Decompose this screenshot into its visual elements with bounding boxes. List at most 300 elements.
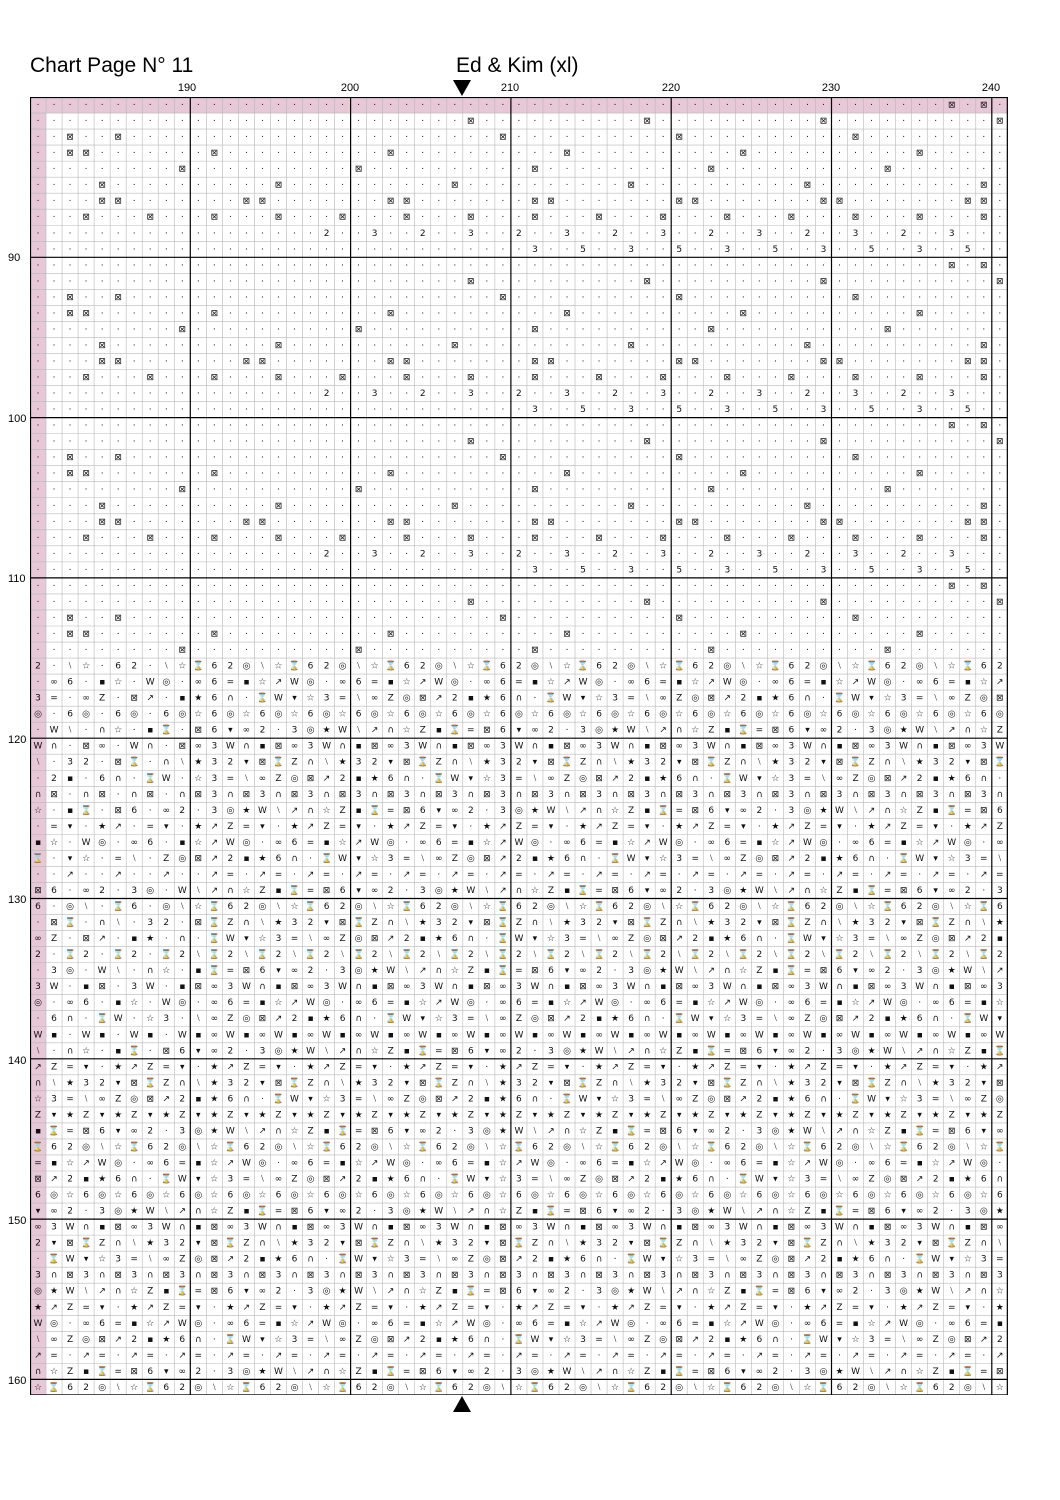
stitch-symbol: ·: [582, 213, 585, 223]
stitch-symbol: ∞: [691, 1030, 699, 1040]
stitch-symbol: ·: [758, 133, 761, 143]
stitch-symbol: ·: [662, 325, 665, 335]
stitch-symbol: ·: [261, 405, 264, 415]
stitch-symbol: ▾: [84, 1062, 89, 1072]
stitch-symbol: ·: [630, 293, 633, 303]
stitch-symbol: ·: [277, 517, 280, 527]
stitch-symbol: ☆: [210, 1175, 218, 1185]
stitch-symbol: ·: [998, 581, 1001, 591]
stitch-symbol: 2: [708, 549, 714, 559]
stitch-symbol: ·: [694, 245, 697, 255]
stitch-symbol: ·: [774, 421, 777, 431]
stitch-symbol: ·: [309, 501, 312, 511]
stitch-symbol: ▾: [773, 1303, 778, 1313]
stitch-symbol: ·: [69, 229, 72, 239]
stitch-symbol: ·: [790, 646, 793, 656]
stitch-symbol: ·: [501, 533, 504, 543]
stitch-symbol: ·: [854, 261, 857, 271]
stitch-symbol: =: [403, 1319, 411, 1329]
stitch-symbol: ·: [614, 165, 617, 175]
stitch-symbol: ·: [69, 742, 72, 752]
stitch-symbol: 3: [308, 790, 314, 800]
stitch-symbol: ·: [197, 630, 200, 640]
stitch-symbol: W: [739, 1223, 748, 1233]
stitch-symbol: ⧵: [662, 1287, 665, 1297]
stitch-symbol: ·: [918, 357, 921, 367]
stitch-symbol: 6: [644, 710, 650, 720]
stitch-symbol: ⊠: [788, 1287, 796, 1297]
stitch-symbol: ·: [197, 1062, 200, 1072]
stitch-symbol: ·: [405, 886, 408, 896]
stitch-symbol: ·: [229, 469, 232, 479]
stitch-symbol: ⊠: [964, 982, 972, 992]
stitch-symbol: ⊠: [499, 1271, 507, 1281]
stitch-symbol: ·: [165, 934, 168, 944]
stitch-symbol: 3: [35, 694, 41, 704]
stitch-symbol: ▪: [836, 1255, 842, 1265]
stitch-symbol: ◎: [483, 1191, 491, 1201]
stitch-symbol: ∩: [99, 918, 106, 928]
stitch-symbol: ↗: [708, 966, 716, 976]
stitch-symbol: ·: [117, 934, 120, 944]
stitch-symbol: ·: [774, 646, 777, 656]
stitch-symbol: ·: [550, 453, 553, 463]
stitch-symbol: ☆: [114, 678, 122, 688]
stitch-symbol: ·: [405, 421, 408, 431]
stitch-symbol: W: [130, 742, 139, 752]
stitch-symbol: 6: [885, 710, 891, 720]
stitch-symbol: ★: [435, 934, 443, 944]
stitch-symbol: ·: [373, 245, 376, 255]
stitch-symbol: ↗: [948, 726, 956, 736]
stitch-symbol: ↗: [659, 726, 667, 736]
stitch-symbol: ⊠: [980, 581, 988, 591]
stitch-symbol: ·: [469, 357, 472, 367]
stitch-symbol: ⌛: [866, 1076, 877, 1088]
stitch-symbol: 3: [821, 405, 827, 415]
stitch-symbol: ↗: [980, 1335, 988, 1345]
stitch-symbol: ⊠: [211, 149, 219, 159]
stitch-symbol: ·: [117, 501, 120, 511]
stitch-symbol: ·: [325, 469, 328, 479]
stitch-symbol: ⊠: [179, 646, 187, 656]
stitch-symbol: ⌛: [786, 900, 797, 912]
stitch-symbol: ▾: [581, 1303, 586, 1313]
stitch-symbol: ▾: [581, 1110, 586, 1120]
stitch-symbol: ◎: [323, 710, 331, 720]
stitch-symbol: ▪: [99, 1223, 105, 1233]
stitch-symbol: ·: [69, 197, 72, 207]
stitch-symbol: Z: [147, 1062, 153, 1072]
stitch-symbol: ·: [550, 437, 553, 447]
stitch-symbol: ·: [293, 133, 296, 143]
stitch-symbol: ·: [485, 453, 488, 463]
stitch-symbol: 3: [131, 1271, 137, 1281]
stitch-symbol: 3: [228, 1175, 234, 1185]
stitch-symbol: ▪: [949, 1175, 955, 1185]
stitch-symbol: ∞: [932, 998, 940, 1008]
stitch-symbol: 3: [628, 966, 634, 976]
stitch-symbol: ▪: [772, 1030, 778, 1040]
stitch-symbol: ☆: [771, 838, 779, 848]
stitch-symbol: ·: [165, 165, 168, 175]
stitch-symbol: ·: [710, 197, 713, 207]
stitch-symbol: ⊠: [146, 790, 154, 800]
stitch-symbol: ·: [870, 437, 873, 447]
stitch-symbol: ·: [950, 197, 953, 207]
stitch-symbol: ·: [485, 998, 488, 1008]
stitch-symbol: ⌛: [177, 1285, 188, 1297]
stitch-symbol: ·: [710, 501, 713, 511]
stitch-symbol: 3: [628, 1223, 634, 1233]
stitch-symbol: ∩: [163, 758, 170, 768]
stitch-symbol: W: [322, 742, 331, 752]
stitch-symbol: ·: [566, 822, 569, 832]
stitch-symbol: ⌛: [257, 948, 268, 960]
stitch-symbol: ◎: [307, 1175, 315, 1185]
stitch-symbol: ⊠: [499, 1239, 507, 1249]
stitch-symbol: ·: [646, 101, 649, 111]
stitch-symbol: ·: [213, 101, 216, 111]
stitch-symbol: ·: [85, 165, 88, 175]
stitch-symbol: 2: [516, 662, 522, 672]
stitch-symbol: 3: [420, 982, 426, 992]
stitch-symbol: ·: [630, 101, 633, 111]
stitch-symbol: Z: [243, 1239, 249, 1249]
stitch-symbol: ·: [822, 694, 825, 704]
stitch-symbol: ·: [501, 405, 504, 415]
stitch-symbol: ·: [902, 213, 905, 223]
stitch-symbol: ★: [835, 854, 843, 864]
stitch-symbol: ∞: [627, 1335, 635, 1345]
stitch-symbol: ▪: [692, 998, 698, 1008]
stitch-symbol: ⊠: [900, 1175, 908, 1185]
stitch-symbol: ·: [694, 613, 697, 623]
stitch-symbol: ·: [341, 646, 344, 656]
stitch-symbol: ·: [517, 293, 520, 303]
stitch-symbol: ⊠: [740, 1271, 748, 1281]
stitch-symbol: W: [819, 982, 828, 992]
stitch-symbol: ∩: [997, 1175, 1004, 1185]
stitch-symbol: ·: [838, 1094, 841, 1104]
stitch-symbol: ·: [614, 149, 617, 159]
stitch-symbol: ★: [210, 1078, 218, 1088]
stitch-symbol: ∞: [547, 1030, 555, 1040]
stitch-symbol: ⧵: [950, 1094, 953, 1104]
stitch-symbol: ·: [469, 341, 472, 351]
stitch-symbol: ·: [902, 646, 905, 656]
stitch-symbol: ·: [646, 309, 649, 319]
stitch-symbol: W: [643, 1287, 652, 1297]
stitch-symbol: ·: [918, 277, 921, 287]
stitch-symbol: 3: [228, 1271, 234, 1281]
stitch-symbol: ⊠: [788, 1239, 796, 1249]
stitch-symbol: 6: [660, 1191, 666, 1201]
stitch-symbol: ·: [870, 469, 873, 479]
stitch-symbol: ⊠: [387, 469, 395, 479]
stitch-symbol: ·: [806, 325, 809, 335]
stitch-symbol: ·: [806, 581, 809, 591]
stitch-symbol: =: [66, 1094, 74, 1104]
stitch-symbol: ⌛: [129, 1044, 140, 1056]
stitch-symbol: 3: [163, 1014, 169, 1024]
stitch-symbol: 2: [805, 758, 811, 768]
stitch-symbol: ·: [101, 870, 104, 880]
stitch-symbol: ·: [838, 453, 841, 463]
stitch-symbol: ·: [774, 549, 777, 559]
stitch-symbol: 2: [933, 1175, 939, 1185]
stitch-symbol: ·: [469, 646, 472, 656]
stitch-symbol: ★: [948, 966, 956, 976]
stitch-symbol: ·: [902, 453, 905, 463]
stitch-symbol: ·: [710, 133, 713, 143]
stitch-symbol: ·: [453, 646, 456, 656]
stitch-symbol: 3: [51, 1223, 57, 1233]
stitch-symbol: ▾: [517, 726, 522, 736]
stitch-symbol: =: [387, 1351, 395, 1361]
stitch-symbol: ▪: [404, 998, 410, 1008]
stitch-symbol: Z: [917, 806, 923, 816]
stitch-symbol: ·: [181, 117, 184, 127]
stitch-symbol: ☆: [66, 1191, 74, 1201]
stitch-symbol: 3: [276, 934, 282, 944]
stitch-symbol: 6: [853, 854, 859, 864]
stitch-symbol: ·: [758, 597, 761, 607]
stitch-symbol: ☆: [82, 1046, 90, 1056]
stitch-symbol: ·: [678, 389, 681, 399]
stitch-symbol: ↗: [419, 1351, 427, 1361]
stitch-symbol: ⧵: [245, 1126, 248, 1136]
stitch-symbol: ↗: [948, 1351, 956, 1361]
stitch-symbol: ⊠: [211, 1271, 219, 1281]
stitch-symbol: ·: [902, 341, 905, 351]
stitch-symbol: ·: [261, 133, 264, 143]
stitch-symbol: ·: [678, 485, 681, 495]
stitch-symbol: 3: [997, 1271, 1003, 1281]
stitch-symbol: ⊠: [980, 501, 988, 511]
stitch-symbol: ∞: [387, 742, 395, 752]
stitch-symbol: ↗: [323, 1062, 331, 1072]
stitch-symbol: 2: [420, 1335, 426, 1345]
stitch-symbol: ·: [806, 453, 809, 463]
stitch-symbol: ·: [758, 357, 761, 367]
stitch-symbol: ⊠: [675, 453, 683, 463]
stitch-symbol: ⌛: [994, 1140, 1005, 1152]
stitch-symbol: ·: [678, 581, 681, 591]
stitch-symbol: ⊠: [275, 341, 283, 351]
stitch-symbol: ∩: [403, 1287, 410, 1297]
stitch-symbol: ⌛: [465, 1285, 476, 1297]
stitch-symbol: ↗: [371, 726, 379, 736]
stitch-symbol: ⊠: [531, 646, 539, 656]
stitch-symbol: ☆: [419, 1287, 427, 1297]
stitch-symbol: ·: [357, 533, 360, 543]
stitch-symbol: ☆: [771, 710, 779, 720]
stitch-symbol: 6: [436, 838, 442, 848]
stitch-symbol: ★: [547, 854, 555, 864]
stitch-symbol: ·: [117, 790, 120, 800]
stitch-symbol: ◎: [130, 710, 138, 720]
stitch-symbol: ·: [710, 630, 713, 640]
stitch-symbol: ∞: [788, 982, 796, 992]
stitch-symbol: ·: [197, 261, 200, 271]
stitch-symbol: ·: [790, 453, 793, 463]
stitch-symbol: ⊠: [980, 373, 988, 383]
stitch-symbol: ·: [790, 133, 793, 143]
stitch-symbol: ·: [325, 405, 328, 415]
stitch-symbol: ⧵: [550, 662, 553, 672]
stitch-symbol: ⊠: [467, 437, 475, 447]
stitch-symbol: ◎: [194, 1319, 202, 1329]
stitch-symbol: ◎: [162, 902, 170, 912]
stitch-symbol: ·: [341, 245, 344, 255]
stitch-symbol: ·: [357, 277, 360, 287]
stitch-symbol: Z: [804, 1207, 810, 1217]
stitch-symbol: ·: [405, 597, 408, 607]
stitch-symbol: ∞: [66, 998, 74, 1008]
stitch-symbol: ☆: [355, 1191, 363, 1201]
stitch-symbol: ·: [934, 581, 937, 591]
stitch-symbol: ↗: [884, 822, 892, 832]
stitch-symbol: ⊠: [82, 469, 90, 479]
stitch-symbol: ★: [900, 1014, 908, 1024]
stitch-symbol: 2: [468, 1094, 474, 1104]
stitch-symbol: ⌛: [674, 660, 685, 672]
stitch-symbol: W: [979, 1014, 988, 1024]
stitch-symbol: ∩: [740, 758, 747, 768]
stitch-symbol: ·: [854, 597, 857, 607]
stitch-symbol: ∞: [740, 806, 748, 816]
stitch-symbol: ·: [630, 165, 633, 175]
stitch-symbol: ·: [806, 485, 809, 495]
stitch-symbol: ·: [598, 581, 601, 591]
stitch-symbol: ◎: [691, 694, 699, 704]
stitch-symbol: ⊠: [708, 1078, 716, 1088]
stitch-symbol: 2: [388, 886, 394, 896]
stitch-symbol: ◎: [643, 902, 651, 912]
stitch-symbol: Z: [99, 1239, 105, 1249]
stitch-symbol: ▪: [901, 838, 907, 848]
stitch-symbol: ⊠: [964, 1335, 972, 1345]
stitch-symbol: ·: [854, 197, 857, 207]
stitch-symbol: ·: [373, 309, 376, 319]
stitch-symbol: ★: [515, 1303, 523, 1313]
stitch-symbol: 2: [324, 229, 330, 239]
stitch-symbol: ·: [517, 646, 520, 656]
stitch-symbol: ·: [165, 646, 168, 656]
stitch-symbol: ◎: [691, 1158, 699, 1168]
stitch-symbol: ·: [517, 613, 520, 623]
stitch-symbol: ·: [341, 565, 344, 575]
stitch-symbol: ·: [694, 886, 697, 896]
stitch-symbol: ▪: [147, 726, 153, 736]
stitch-symbol: ☆: [852, 662, 860, 672]
stitch-symbol: ⌛: [577, 660, 588, 672]
stitch-symbol: 3: [901, 982, 907, 992]
stitch-symbol: ☆: [34, 1094, 42, 1104]
stitch-symbol: ·: [950, 469, 953, 479]
stitch-symbol: ★: [787, 1078, 795, 1088]
stitch-symbol: ↗: [50, 1303, 58, 1313]
stitch-symbol: ⊠: [467, 373, 475, 383]
stitch-symbol: W: [867, 1094, 876, 1104]
stitch-symbol: ·: [566, 213, 569, 223]
stitch-symbol: ·: [678, 1062, 681, 1072]
stitch-symbol: ·: [357, 597, 360, 607]
stitch-symbol: ·: [966, 549, 969, 559]
stitch-symbol: =: [948, 870, 956, 880]
stitch-symbol: ⌛: [32, 852, 43, 864]
stitch-symbol: ·: [437, 437, 440, 447]
stitch-symbol: ·: [261, 630, 264, 640]
stitch-symbol: ·: [101, 950, 104, 960]
stitch-symbol: ·: [566, 533, 569, 543]
stitch-symbol: ·: [517, 245, 520, 255]
stitch-symbol: W: [226, 1030, 235, 1040]
stitch-symbol: W: [82, 838, 91, 848]
stitch-symbol: ⊠: [114, 453, 122, 463]
stitch-symbol: ▪: [291, 1030, 297, 1040]
stitch-symbol: ∞: [467, 1367, 475, 1377]
stitch-symbol: ·: [630, 389, 633, 399]
stitch-symbol: =: [387, 806, 395, 816]
stitch-symbol: ·: [694, 389, 697, 399]
stitch-symbol: ·: [373, 469, 376, 479]
stitch-symbol: ⌛: [786, 948, 797, 960]
stitch-symbol: ↗: [323, 1351, 331, 1361]
stitch-symbol: ⧵: [405, 918, 408, 928]
stitch-symbol: 6: [676, 1126, 682, 1136]
stitch-symbol: ◎: [595, 678, 603, 688]
stitch-symbol: ·: [69, 325, 72, 335]
stitch-symbol: ☆: [483, 774, 491, 784]
stitch-symbol: ·: [966, 630, 969, 640]
stitch-symbol: =: [836, 1319, 844, 1329]
stitch-symbol: ·: [149, 309, 152, 319]
stitch-symbol: ★: [723, 934, 731, 944]
stitch-symbol: 2: [644, 1142, 650, 1152]
stitch-symbol: W: [514, 1030, 523, 1040]
stitch-symbol: ★: [130, 1303, 138, 1313]
stitch-symbol: ∩: [323, 1078, 330, 1088]
stitch-symbol: ·: [149, 101, 152, 111]
stitch-symbol: 2: [612, 662, 618, 672]
stitch-symbol: 6: [692, 662, 698, 672]
stitch-symbol: ∩: [580, 854, 587, 864]
stitch-symbol: ⊠: [243, 517, 251, 527]
stitch-symbol: ▾: [68, 854, 73, 864]
stitch-symbol: ·: [469, 325, 472, 335]
stitch-symbol: 3: [51, 966, 57, 976]
stitch-symbol: ↗: [339, 1175, 347, 1185]
stitch-symbol: ·: [85, 133, 88, 143]
stitch-symbol: ·: [870, 373, 873, 383]
stitch-symbol: ∞: [275, 838, 283, 848]
stitch-symbol: Z: [51, 1062, 57, 1072]
stitch-symbol: ⊠: [836, 357, 844, 367]
stitch-symbol: =: [948, 1303, 956, 1313]
stitch-symbol: ·: [517, 597, 520, 607]
stitch-symbol: ·: [582, 421, 585, 431]
stitch-symbol: ∩: [676, 726, 683, 736]
stitch-symbol: ◎: [531, 662, 539, 672]
stitch-symbol: ⊠: [387, 357, 395, 367]
stitch-symbol: 5: [580, 565, 586, 575]
stitch-symbol: ·: [582, 501, 585, 511]
stitch-symbol: ·: [485, 245, 488, 255]
stitch-symbol: ☆: [210, 1158, 218, 1168]
stitch-symbol: ⊠: [948, 261, 956, 271]
